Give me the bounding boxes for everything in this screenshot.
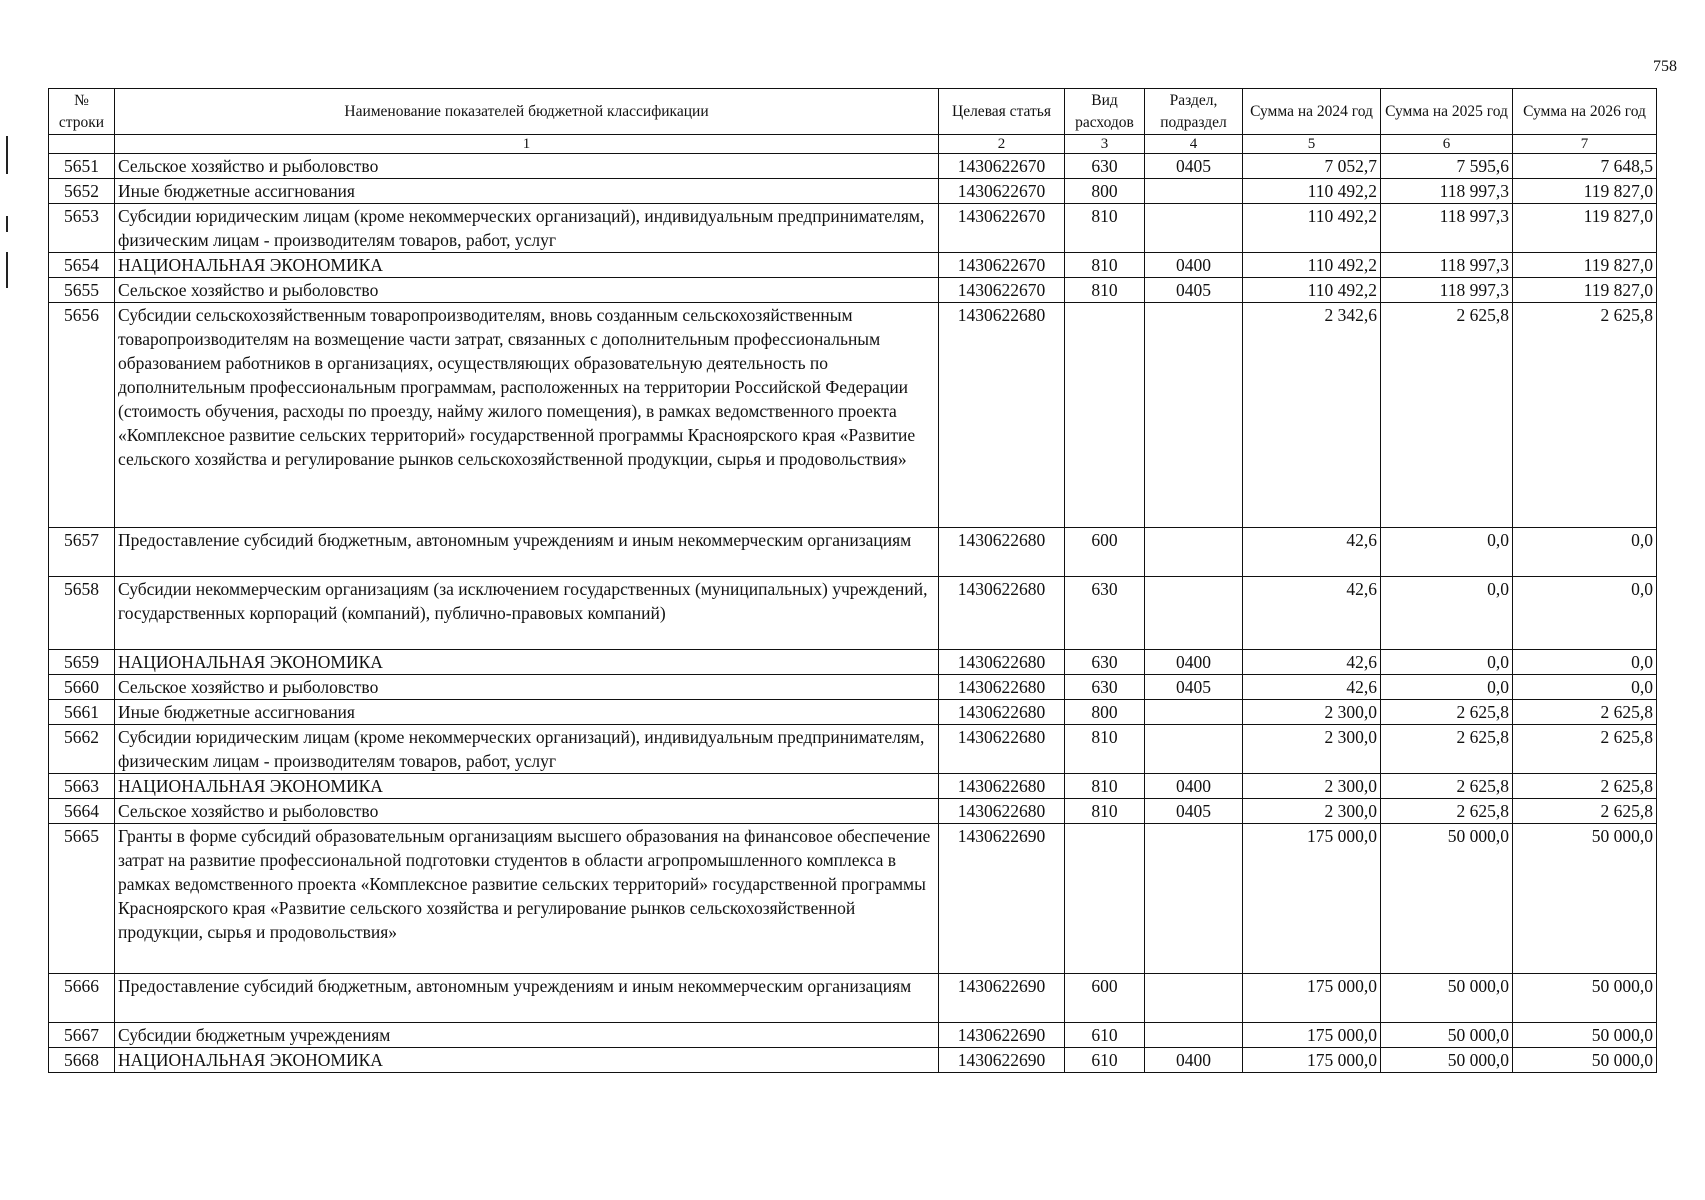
row-sum-2025: 2 625,8	[1381, 799, 1513, 824]
row-number: 5656	[49, 303, 115, 528]
row-number: 5664	[49, 799, 115, 824]
row-kind: 630	[1065, 675, 1145, 700]
column-number: 5	[1243, 135, 1381, 154]
header-sum-2024: Сумма на 2024 год	[1243, 89, 1381, 135]
row-kind: 800	[1065, 700, 1145, 725]
row-kind: 810	[1065, 774, 1145, 799]
row-section: 0400	[1145, 774, 1243, 799]
row-name: Сельское хозяйство и рыболовство	[115, 278, 939, 303]
row-target: 1430622680	[939, 700, 1065, 725]
row-sum-2026: 2 625,8	[1513, 725, 1657, 774]
row-section	[1145, 528, 1243, 577]
row-sum-2024: 42,6	[1243, 577, 1381, 650]
row-sum-2025: 2 625,8	[1381, 725, 1513, 774]
row-kind: 630	[1065, 154, 1145, 179]
row-sum-2024: 2 300,0	[1243, 700, 1381, 725]
row-sum-2024: 42,6	[1243, 675, 1381, 700]
table-row	[49, 278, 1657, 303]
row-sum-2024: 7 052,7	[1243, 154, 1381, 179]
row-target: 1430622670	[939, 154, 1065, 179]
row-section	[1145, 700, 1243, 725]
header-section: Раздел, подраздел	[1145, 89, 1243, 135]
row-sum-2025: 50 000,0	[1381, 1023, 1513, 1048]
row-target: 1430622670	[939, 253, 1065, 278]
row-section	[1145, 974, 1243, 1023]
row-sum-2025: 2 625,8	[1381, 700, 1513, 725]
row-number: 5660	[49, 675, 115, 700]
row-number: 5657	[49, 528, 115, 577]
row-section	[1145, 577, 1243, 650]
row-section: 0400	[1145, 253, 1243, 278]
header-sum-2025: Сумма на 2025 год	[1381, 89, 1513, 135]
row-sum-2026: 2 625,8	[1513, 799, 1657, 824]
table-row	[49, 577, 1657, 650]
table-row	[49, 528, 1657, 577]
row-sum-2026: 7 648,5	[1513, 154, 1657, 179]
row-sum-2026: 50 000,0	[1513, 1023, 1657, 1048]
row-sum-2026: 119 827,0	[1513, 179, 1657, 204]
row-sum-2024: 2 300,0	[1243, 725, 1381, 774]
row-number: 5661	[49, 700, 115, 725]
row-kind: 600	[1065, 528, 1145, 577]
row-section	[1145, 303, 1243, 528]
row-sum-2026: 0,0	[1513, 675, 1657, 700]
row-name: НАЦИОНАЛЬНАЯ ЭКОНОМИКА	[115, 1048, 939, 1073]
row-sum-2024: 110 492,2	[1243, 179, 1381, 204]
row-target: 1430622680	[939, 303, 1065, 528]
column-number: 4	[1145, 135, 1243, 154]
column-number: 7	[1513, 135, 1657, 154]
row-number: 5662	[49, 725, 115, 774]
row-target: 1430622680	[939, 799, 1065, 824]
row-name: Гранты в форме субсидий образовательным организациям высшего образования на финансовое обеспечение затрат на развитие профессиональной подготовки студентов в области агропромышленного комплекса в рамках ведомственного проекта «Комплексное развитие сельских территорий» государственной программы Красноярского края «Развитие сельского хозяйства и регулирование рынков сельскохозяйственной продукции, сырья и продовольствия»	[115, 824, 939, 974]
row-sum-2024: 175 000,0	[1243, 824, 1381, 974]
table-row	[49, 700, 1657, 725]
row-name: Предоставление субсидий бюджетным, автономным учреждениям и иным некоммерческим организациям	[115, 974, 939, 1023]
row-kind: 810	[1065, 278, 1145, 303]
table-row	[49, 675, 1657, 700]
row-section	[1145, 204, 1243, 253]
row-name: НАЦИОНАЛЬНАЯ ЭКОНОМИКА	[115, 774, 939, 799]
row-kind: 610	[1065, 1023, 1145, 1048]
row-name: НАЦИОНАЛЬНАЯ ЭКОНОМИКА	[115, 650, 939, 675]
row-sum-2026: 119 827,0	[1513, 278, 1657, 303]
row-sum-2025: 50 000,0	[1381, 1048, 1513, 1073]
row-name: Субсидии некоммерческим организациям (за исключением государственных (муниципальных) учреждений, государственных корпораций (компаний), публично-правовых компаний)	[115, 577, 939, 650]
row-number: 5663	[49, 774, 115, 799]
table-row	[49, 154, 1657, 179]
row-name: Предоставление субсидий бюджетным, автономным учреждениям и иным некоммерческим организациям	[115, 528, 939, 577]
header-row-no: № строки	[49, 89, 115, 135]
header-target: Целевая статья	[939, 89, 1065, 135]
column-number: 1	[115, 135, 939, 154]
row-section: 0405	[1145, 799, 1243, 824]
row-sum-2025: 0,0	[1381, 675, 1513, 700]
row-sum-2024: 42,6	[1243, 528, 1381, 577]
row-sum-2024: 2 300,0	[1243, 799, 1381, 824]
row-sum-2024: 110 492,2	[1243, 253, 1381, 278]
row-kind: 810	[1065, 253, 1145, 278]
row-sum-2025: 50 000,0	[1381, 974, 1513, 1023]
row-kind: 810	[1065, 725, 1145, 774]
row-number: 5655	[49, 278, 115, 303]
row-target: 1430622670	[939, 278, 1065, 303]
row-number: 5651	[49, 154, 115, 179]
column-number	[49, 135, 115, 154]
table-row	[49, 303, 1657, 528]
row-sum-2026: 50 000,0	[1513, 824, 1657, 974]
row-sum-2025: 50 000,0	[1381, 824, 1513, 974]
row-sum-2024: 175 000,0	[1243, 1023, 1381, 1048]
row-name: Сельское хозяйство и рыболовство	[115, 675, 939, 700]
row-kind	[1065, 303, 1145, 528]
row-kind: 630	[1065, 577, 1145, 650]
scan-margin-mark	[6, 252, 8, 288]
header-kind: Вид расходов	[1065, 89, 1145, 135]
row-target: 1430622690	[939, 1048, 1065, 1073]
row-name: Субсидии сельскохозяйственным товаропроизводителям, вновь созданным сельскохозяйственным товаропроизводителям на возмещение части затрат, связанных с дополнительным профессиональным образованием работников в организациях, осуществляющих образовательную деятельность по дополнительным профессиональным программам, расположенных на территории Российской Федерации (стоимость обучения, расходы по проезду, найму жилого помещения), в рамках ведомственного проекта «Комплексное развитие сельских территорий» государственной программы Красноярского края «Развитие сельского хозяйства и регулирование рынков сельскохозяйственной продукции, сырья и продовольствия»	[115, 303, 939, 528]
row-sum-2025: 0,0	[1381, 650, 1513, 675]
row-target: 1430622680	[939, 577, 1065, 650]
row-sum-2025: 2 625,8	[1381, 774, 1513, 799]
row-target: 1430622680	[939, 774, 1065, 799]
table-row	[49, 1023, 1657, 1048]
row-kind: 600	[1065, 974, 1145, 1023]
row-kind: 810	[1065, 799, 1145, 824]
row-number: 5667	[49, 1023, 115, 1048]
row-number: 5653	[49, 204, 115, 253]
table-row	[49, 974, 1657, 1023]
row-sum-2025: 7 595,6	[1381, 154, 1513, 179]
row-sum-2025: 0,0	[1381, 528, 1513, 577]
row-kind: 800	[1065, 179, 1145, 204]
row-target: 1430622680	[939, 650, 1065, 675]
row-sum-2025: 118 997,3	[1381, 179, 1513, 204]
row-sum-2026: 0,0	[1513, 528, 1657, 577]
row-target: 1430622680	[939, 725, 1065, 774]
row-target: 1430622690	[939, 1023, 1065, 1048]
header-sum-2026: Сумма на 2026 год	[1513, 89, 1657, 135]
row-sum-2026: 50 000,0	[1513, 974, 1657, 1023]
row-section: 0400	[1145, 1048, 1243, 1073]
row-sum-2026: 0,0	[1513, 650, 1657, 675]
scan-margin-mark	[6, 136, 8, 174]
row-name: Сельское хозяйство и рыболовство	[115, 154, 939, 179]
row-sum-2026: 119 827,0	[1513, 253, 1657, 278]
scan-margin-mark	[6, 216, 8, 232]
row-name: Субсидии юридическим лицам (кроме некоммерческих организаций), индивидуальным предпринимателям, физическим лицам - производителям товаров, работ, услуг	[115, 204, 939, 253]
row-sum-2024: 175 000,0	[1243, 1048, 1381, 1073]
row-number: 5668	[49, 1048, 115, 1073]
row-name: Сельское хозяйство и рыболовство	[115, 799, 939, 824]
row-kind	[1065, 824, 1145, 974]
row-sum-2024: 2 300,0	[1243, 774, 1381, 799]
table-row	[49, 1048, 1657, 1073]
row-section: 0405	[1145, 278, 1243, 303]
row-section	[1145, 725, 1243, 774]
row-name: Иные бюджетные ассигнования	[115, 179, 939, 204]
row-sum-2026: 119 827,0	[1513, 204, 1657, 253]
table-row	[49, 824, 1657, 974]
row-number: 5666	[49, 974, 115, 1023]
row-name: НАЦИОНАЛЬНАЯ ЭКОНОМИКА	[115, 253, 939, 278]
row-number: 5658	[49, 577, 115, 650]
row-sum-2026: 2 625,8	[1513, 700, 1657, 725]
row-section	[1145, 179, 1243, 204]
row-section: 0400	[1145, 650, 1243, 675]
row-kind: 810	[1065, 204, 1145, 253]
row-name: Субсидии бюджетным учреждениям	[115, 1023, 939, 1048]
row-target: 1430622670	[939, 204, 1065, 253]
row-section	[1145, 824, 1243, 974]
row-sum-2025: 118 997,3	[1381, 204, 1513, 253]
row-number: 5659	[49, 650, 115, 675]
row-section	[1145, 1023, 1243, 1048]
column-number: 2	[939, 135, 1065, 154]
header-name: Наименование показателей бюджетной классификации	[115, 89, 939, 135]
row-sum-2024: 110 492,2	[1243, 204, 1381, 253]
row-sum-2026: 50 000,0	[1513, 1048, 1657, 1073]
column-number: 3	[1065, 135, 1145, 154]
table-row	[49, 650, 1657, 675]
table-row	[49, 799, 1657, 824]
table-row	[49, 253, 1657, 278]
row-sum-2024: 175 000,0	[1243, 974, 1381, 1023]
row-number: 5652	[49, 179, 115, 204]
row-name: Субсидии юридическим лицам (кроме некоммерческих организаций), индивидуальным предпринимателям, физическим лицам - производителям товаров, работ, услуг	[115, 725, 939, 774]
row-number: 5665	[49, 824, 115, 974]
row-section: 0405	[1145, 675, 1243, 700]
table-row	[49, 725, 1657, 774]
row-sum-2026: 2 625,8	[1513, 774, 1657, 799]
row-sum-2026: 2 625,8	[1513, 303, 1657, 528]
row-sum-2024: 110 492,2	[1243, 278, 1381, 303]
row-section: 0405	[1145, 154, 1243, 179]
row-target: 1430622680	[939, 675, 1065, 700]
row-kind: 610	[1065, 1048, 1145, 1073]
row-name: Иные бюджетные ассигнования	[115, 700, 939, 725]
table-row	[49, 204, 1657, 253]
row-number: 5654	[49, 253, 115, 278]
table-row	[49, 179, 1657, 204]
table-row	[49, 774, 1657, 799]
row-sum-2026: 0,0	[1513, 577, 1657, 650]
row-target: 1430622690	[939, 974, 1065, 1023]
column-number: 6	[1381, 135, 1513, 154]
row-sum-2025: 0,0	[1381, 577, 1513, 650]
row-target: 1430622670	[939, 179, 1065, 204]
row-target: 1430622680	[939, 528, 1065, 577]
row-sum-2025: 118 997,3	[1381, 253, 1513, 278]
row-sum-2024: 42,6	[1243, 650, 1381, 675]
page-number: 758	[1653, 58, 1677, 75]
row-sum-2024: 2 342,6	[1243, 303, 1381, 528]
row-sum-2025: 2 625,8	[1381, 303, 1513, 528]
row-kind: 630	[1065, 650, 1145, 675]
row-sum-2025: 118 997,3	[1381, 278, 1513, 303]
row-target: 1430622690	[939, 824, 1065, 974]
budget-table	[48, 88, 1657, 1073]
